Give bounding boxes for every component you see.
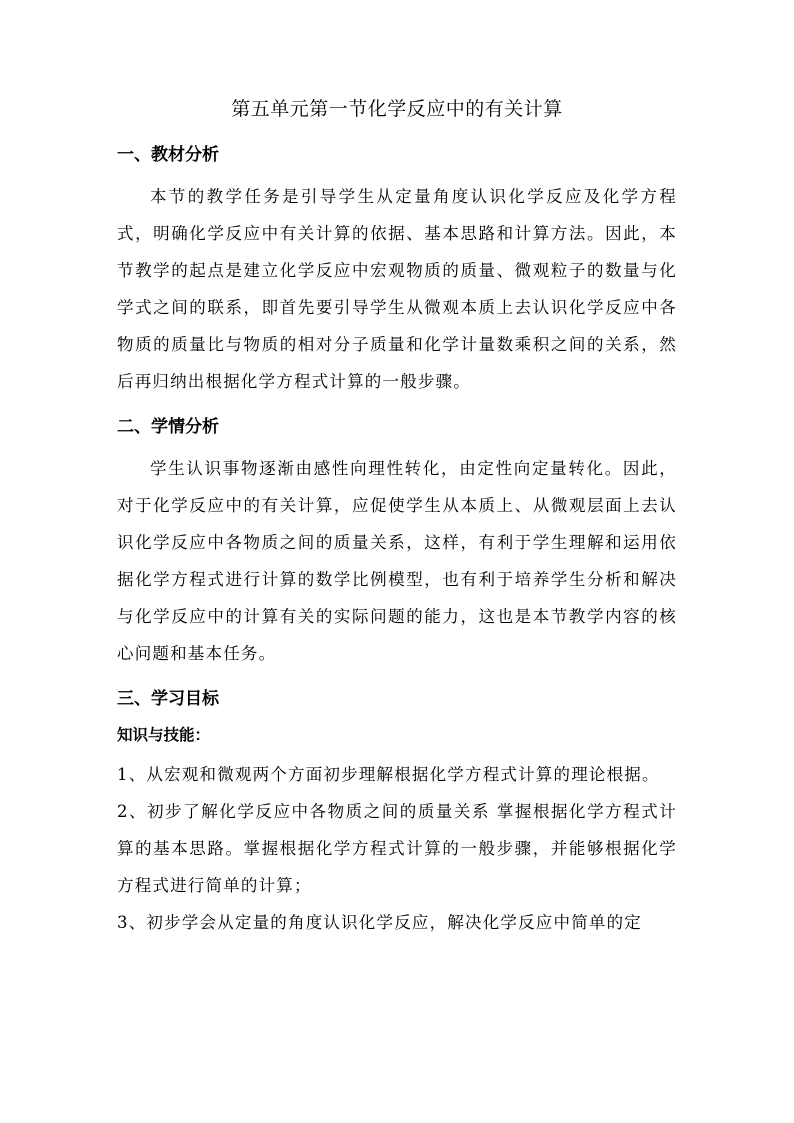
goal-item: 3、初步学会从定量的角度认识化学反应，解决化学反应中简单的定 <box>117 913 642 932</box>
section-heading-learning-goals: 三、学习目标 <box>117 689 219 709</box>
section-heading-student-analysis: 二、学情分析 <box>117 417 219 437</box>
section-heading-textbook-analysis: 一、教材分析 <box>117 145 219 165</box>
section-paragraph-textbook-analysis: 本节的教学任务是引导学生从定量角度认识化学反应及化学方程式，明确化学反应中有关计算的依据、基本思路和计算方法。因此，本节教学的起点是建立化学反应中宏观物质的质量、微观粒子的数量与化学式之间的联系，即首先要引导学生从微观本质上去认识化学反应中各物质的质量比与物质的相对分子质量和化学计量数乘积之间的关系，然后再归纳出根据化学方程式计算的一般步骤。 <box>117 187 677 391</box>
subheading-knowledge-skills: 知识与技能： <box>117 725 211 744</box>
goal-item: 2、初步了解化学反应中各物质之间的质量关系 掌握根据化学方程式计算的基本思路。掌握根据化学方程式计算的一般步骤，并能够根据化学方程式进行简单的计算； <box>117 802 677 895</box>
section-paragraph-student-analysis: 学生认识事物逐渐由感性向理性转化，由定性向定量转化。因此，对于化学反应中的有关计算，应促使学生从本质上、从微观层面上去认识化学反应中各物质之间的质量关系，这样，有利于学生理解和运用依据化学方程式进行计算的数学比例模型，也有利于培养学生分析和解决与化学反应中的计算有关的实际问题的能力，这也是本节教学内容的核心问题和基本任务。 <box>117 459 677 663</box>
page-title: 第五单元第一节化学反应中的有关计算 <box>231 98 563 120</box>
goal-item: 1、从宏观和微观两个方面初步理解根据化学方程式计算的理论根据。 <box>117 765 660 784</box>
document-page <box>117 96 677 941</box>
